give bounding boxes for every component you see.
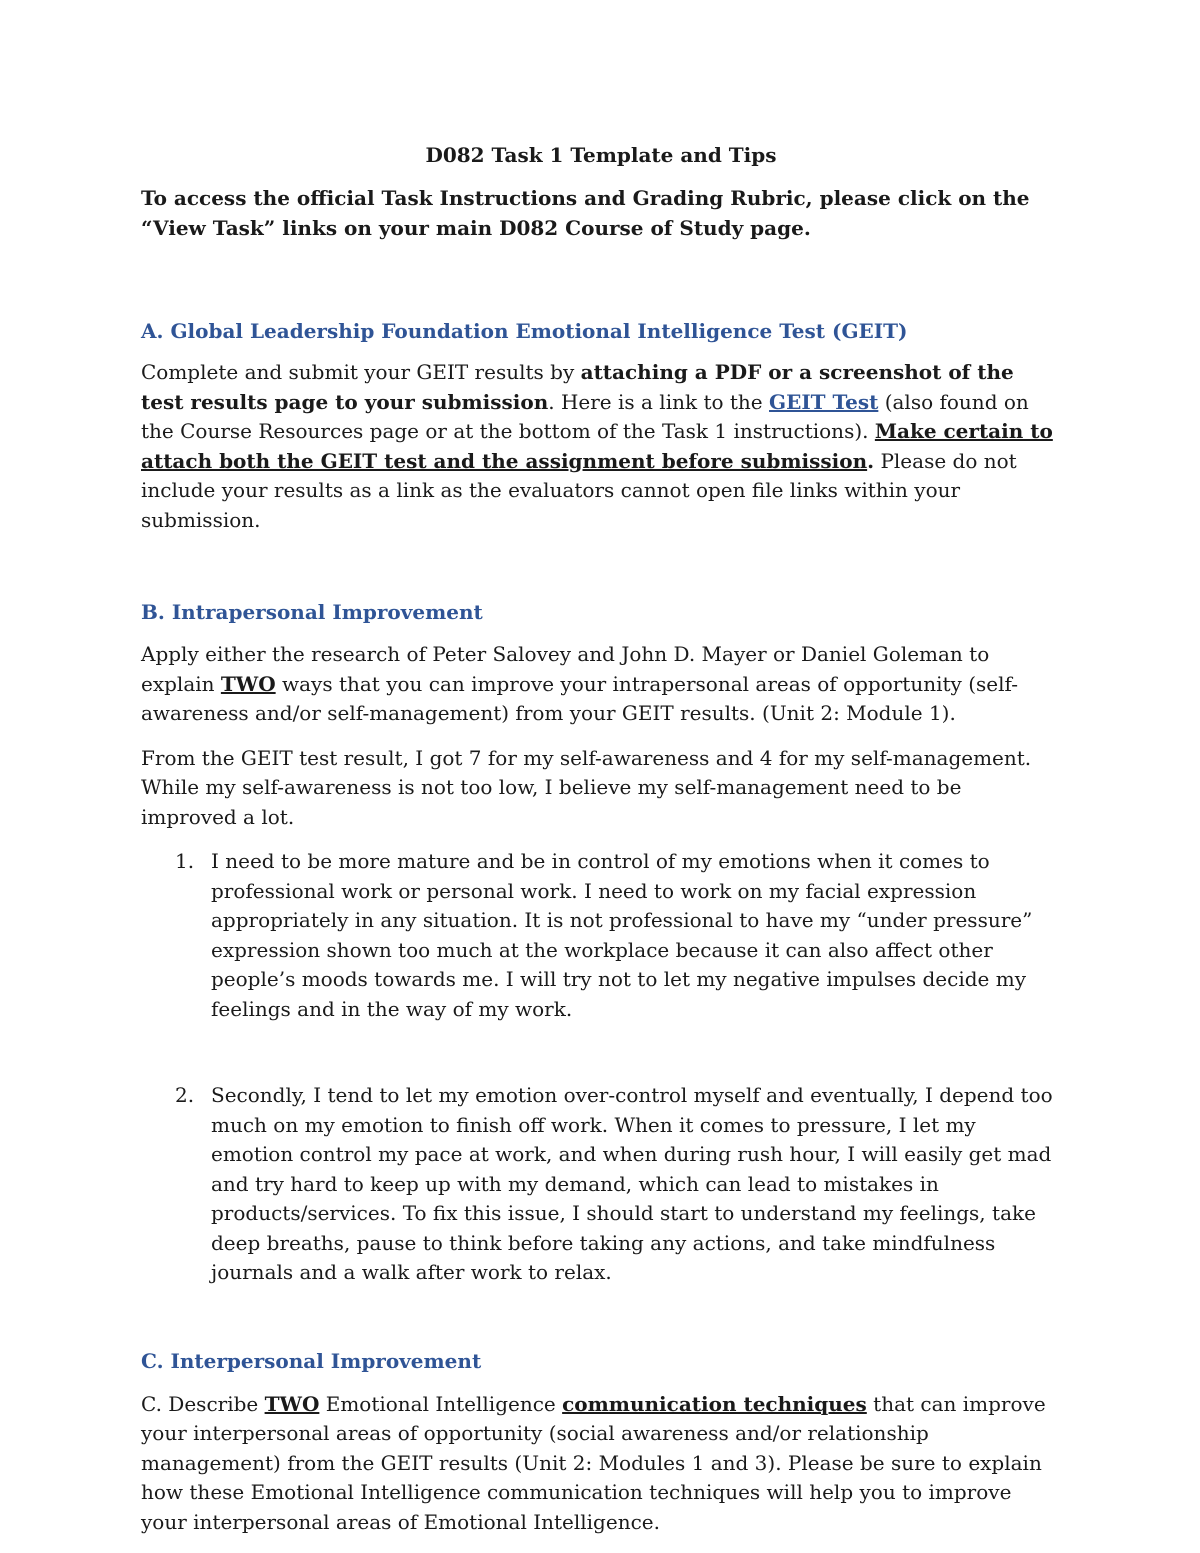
improvement-list: [141, 847, 1061, 1288]
intro-paragraph: To access the official Task Instructions and Grading Rubric, please click on the “View Task” links on your main D082 Course of Study page.: [141, 186, 1030, 240]
section-a-paragraph: [141, 358, 1061, 535]
section-a-text-4: (also found on the Course Resources page or at the bottom of the Task 1 instructions).: [141, 389, 1029, 443]
list-item-number: 1.: [175, 849, 195, 873]
section-a-attach-notice: Make certain to attach both the GEIT test and the assignment before submission: [141, 419, 1053, 473]
section-c-text-2: Emotional Intelligence: [319, 1391, 563, 1416]
section-c-text-1: C. Describe: [141, 1391, 265, 1416]
section-c-paragraph: [141, 1390, 1061, 1538]
list-item-number: 2.: [175, 1083, 195, 1107]
section-c-heading: C. Interpersonal Improvement: [141, 1348, 482, 1373]
section-c-communication-techniques: communication techniques: [562, 1391, 867, 1416]
section-b-prompt-text-2: ways that you can improve your intrapersonal areas of opportunity (self-awareness and/or self-management) from your GEIT results. (Unit 2: Module 1).: [141, 671, 1018, 725]
section-b-two: TWO: [220, 671, 276, 696]
section-a-text-3: . Here is a link to the: [548, 389, 769, 414]
document-page: [141, 140, 1061, 1537]
section-b-prompt-text-1: Apply either the research of Peter Salovey and John D. Mayer or Daniel Goleman to explain: [141, 642, 990, 696]
section-b-prompt: [141, 640, 1061, 729]
section-a-heading: A. Global Leadership Foundation Emotional Intelligence Test (GEIT): [141, 319, 908, 343]
document-title: D082 Task 1 Template and Tips: [425, 143, 777, 167]
section-b-heading: B. Intrapersonal Improvement: [141, 600, 483, 624]
section-b-answer-intro: From the GEIT test result, I got 7 for my self-awareness and 4 for my self-management. While my self-awareness is not too low, I believe my self-management need to be improved a lot.: [141, 745, 1032, 829]
geit-test-link[interactable]: GEIT Test: [769, 389, 879, 414]
section-a-text-1: Complete and submit your GEIT results by: [141, 360, 581, 384]
section-a-bold-instruction: attaching a PDF or a screenshot of the test results page to your submission: [141, 360, 1014, 414]
list-item: [141, 847, 1061, 1024]
list-item-text: I need to be more mature and be in control of my emotions when it comes to professional work or personal work. I need to work on my facial expression appropriately in any situation. It is not professional to have my “under pressure” expression shown too much at the workplace because it can also affect other people’s moods towards me. I will try not to let my negative impulses decide my feelings and in the way of my work.: [211, 849, 1033, 1021]
section-c-two: TWO: [264, 1391, 320, 1416]
section-a-period: .: [867, 448, 875, 473]
section-a-text-7: Please do not include your results as a link as the evaluators cannot open file links within your submission.: [141, 448, 1017, 532]
list-item-text: Secondly, I tend to let my emotion over-control myself and eventually, I depend too much on my emotion to finish off work. When it comes to pressure, I let my emotion control my pace at work, and when during rush hour, I will easily get mad and try hard to keep up with my demand, which can lead to mistakes in products/services. To fix this issue, I should start to understand my feelings, take deep breaths, pause to think before taking any actions, and take mindfulness journals and a walk after work to relax.: [211, 1083, 1053, 1284]
list-item: [141, 1081, 1061, 1288]
section-c-text-3: that can improve your interpersonal areas of opportunity (social awareness and/or relationship management) from the GEIT results (Unit 2: Modules 1 and 3). Please be sure to explain how these Emotional Intelligence communication techniques will help you to improve your interpersonal areas of Emotional Intelligence.: [141, 1391, 1046, 1534]
